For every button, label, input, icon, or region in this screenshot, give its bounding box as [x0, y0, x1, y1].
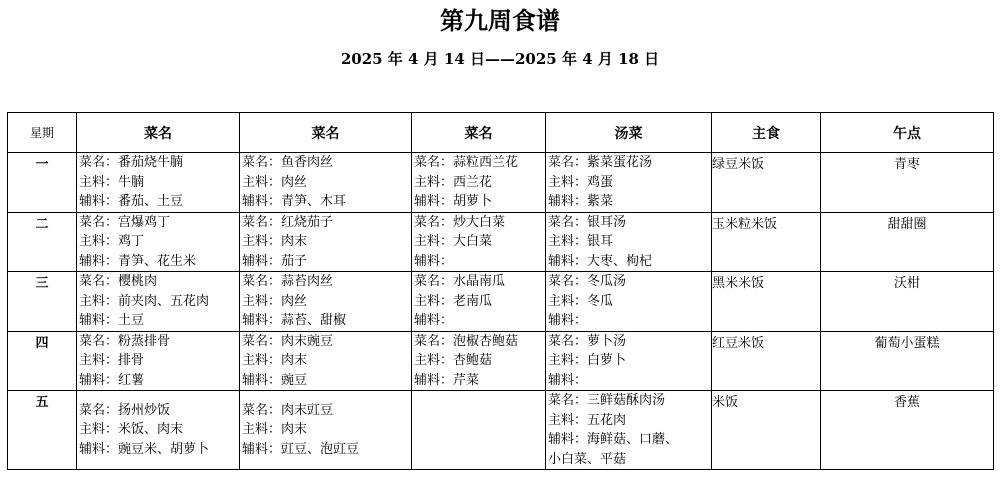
- table-row: [8, 272, 994, 332]
- dish-name: 菜名：樱桃肉: [79, 274, 158, 289]
- dish-cell: [240, 331, 412, 391]
- dish-cell: [240, 153, 412, 213]
- soup-name: 菜名：萝卜汤: [548, 333, 627, 349]
- side-ingredient: 辅料：紫菜: [548, 194, 614, 209]
- dish-cell: [77, 212, 240, 272]
- snack-cell: 青枣: [821, 153, 994, 213]
- header-snack: 午点: [821, 113, 994, 153]
- header-dish-2: 菜名: [240, 113, 412, 153]
- dish-name: 菜名：扬州炒饭: [79, 402, 171, 418]
- soup-cell: [546, 331, 712, 391]
- header-weekday: 星期: [8, 113, 77, 153]
- dish-name: 菜名：粉蒸排骨: [79, 333, 171, 349]
- side-ingredient-continued: 小白菜、平菇: [548, 451, 627, 467]
- side-ingredient: 辅料：: [414, 313, 454, 328]
- side-ingredient: 辅料：红薯: [79, 372, 145, 388]
- dish-name: 菜名：宫爆鸡丁: [79, 214, 171, 230]
- staple-cell: 黑米米饭: [712, 272, 821, 332]
- side-ingredient: 辅料：: [548, 313, 588, 328]
- dish-cell-empty: [412, 391, 546, 470]
- dish-cell: [240, 391, 412, 470]
- dish-cell: [412, 212, 546, 272]
- soup-cell: [546, 272, 712, 332]
- main-ingredient: 主料：杏鲍菇: [414, 353, 493, 368]
- main-ingredient: 主料：排骨: [79, 353, 145, 368]
- side-ingredient: 辅料：茄子: [242, 253, 308, 269]
- date-range: 2025 年 4 月 14 日——2025 年 4 月 18 日: [340, 50, 660, 68]
- main-ingredient: 主料：大白菜: [414, 234, 493, 249]
- dish-name: 菜名：红烧茄子: [242, 214, 334, 230]
- dish-name: 菜名：肉末豇豆: [242, 402, 334, 418]
- header-staple: 主食: [712, 113, 821, 153]
- main-ingredient: 主料：肉末: [242, 234, 308, 249]
- table-row: [8, 212, 994, 272]
- side-ingredient: 辅料：土豆: [79, 313, 145, 328]
- main-ingredient: 主料：西兰花: [414, 174, 493, 190]
- dish-name: 菜名：泡椒杏鲍菇: [414, 333, 519, 349]
- side-ingredient: 辅料：蒜苔、甜椒: [242, 313, 347, 328]
- snack-cell: 沃柑: [821, 272, 994, 332]
- dish-cell: [240, 272, 412, 332]
- soup-cell: [546, 391, 712, 470]
- page-title: 第九周食谱: [440, 6, 560, 35]
- dish-name: 菜名：蒜苔肉丝: [242, 274, 334, 289]
- weekday-cell: 三: [8, 272, 77, 332]
- dish-name: 菜名：炒大白菜: [414, 214, 506, 230]
- header-row: [8, 113, 994, 153]
- snack-cell: 香蕉: [821, 391, 994, 470]
- side-ingredient: 辅料：海鲜菇、口蘑、: [548, 432, 679, 447]
- weekday-cell: 一: [8, 153, 77, 213]
- weekday-cell: 五: [8, 391, 77, 470]
- table-row: [8, 391, 994, 470]
- main-ingredient: 主料：老南瓜: [414, 293, 493, 309]
- dish-cell: [77, 272, 240, 332]
- weekday-cell: 四: [8, 331, 77, 391]
- side-ingredient: 辅料：豌豆米、胡萝卜: [79, 441, 210, 457]
- soup-name: 菜名：冬瓜汤: [548, 274, 627, 289]
- main-ingredient: 主料：肉丝: [242, 174, 308, 190]
- staple-cell: 米饭: [712, 391, 821, 470]
- dish-cell: [77, 153, 240, 213]
- side-ingredient: 辅料：: [414, 253, 454, 269]
- header-dish-1: 菜名: [77, 113, 240, 153]
- dish-name: 菜名：鱼香肉丝: [242, 155, 334, 170]
- dish-cell: [77, 391, 240, 470]
- table-row: [8, 153, 994, 213]
- dish-cell: [77, 331, 240, 391]
- main-ingredient: 主料：米饭、肉末: [79, 422, 184, 438]
- staple-cell: 绿豆米饭: [712, 153, 821, 213]
- side-ingredient: 辅料：豌豆: [242, 372, 308, 388]
- main-ingredient: 主料：肉末: [242, 422, 308, 438]
- side-ingredient: 辅料：豇豆、泡豇豆: [242, 441, 360, 457]
- soup-cell: [546, 153, 712, 213]
- side-ingredient: 辅料：番茄、土豆: [79, 194, 184, 209]
- dish-name: 菜名：蒜粒西兰花: [414, 155, 519, 170]
- dish-cell: [412, 153, 546, 213]
- dish-cell: [412, 331, 546, 391]
- main-ingredient: 主料：牛腩: [79, 174, 145, 190]
- staple-cell: 玉米粒米饭: [712, 212, 821, 272]
- soup-cell: [546, 212, 712, 272]
- header-dish-3: 菜名: [412, 113, 546, 153]
- main-ingredient: 主料：鸡蛋: [548, 174, 614, 190]
- side-ingredient: 辅料：胡萝卜: [414, 194, 493, 209]
- main-ingredient: 主料：前夹肉、五花肉: [79, 293, 210, 309]
- soup-name: 菜名：银耳汤: [548, 214, 627, 230]
- dish-name: 菜名：肉末豌豆: [242, 333, 334, 349]
- side-ingredient: 辅料：芹菜: [414, 372, 480, 388]
- main-ingredient: 主料：肉末: [242, 353, 308, 368]
- main-ingredient: 主料：鸡丁: [79, 234, 145, 249]
- main-ingredient: 主料：五花肉: [548, 412, 627, 428]
- weekday-cell: 二: [8, 212, 77, 272]
- main-ingredient: 主料：肉丝: [242, 293, 308, 309]
- soup-name: 菜名：三鲜菇酥肉汤: [548, 393, 666, 408]
- side-ingredient: 辅料：: [548, 372, 588, 388]
- dish-name: 菜名：水晶南瓜: [414, 274, 506, 289]
- side-ingredient: 辅料：青笋、木耳: [242, 194, 347, 209]
- soup-name: 菜名：紫菜蛋花汤: [548, 155, 653, 170]
- dish-cell: [412, 272, 546, 332]
- main-ingredient: 主料：银耳: [548, 234, 614, 249]
- header-soup: 汤菜: [546, 113, 712, 153]
- table-row: [8, 331, 994, 391]
- weekly-menu-table: [7, 112, 994, 470]
- side-ingredient: 辅料：大枣、枸杞: [548, 253, 653, 269]
- dish-cell: [240, 212, 412, 272]
- snack-cell: 葡萄小蛋糕: [821, 331, 994, 391]
- snack-cell: 甜甜圈: [821, 212, 994, 272]
- main-ingredient: 主料：白萝卜: [548, 353, 627, 368]
- staple-cell: 红豆米饭: [712, 331, 821, 391]
- main-ingredient: 主料：冬瓜: [548, 293, 614, 309]
- dish-name: 菜名：番茄烧牛腩: [79, 155, 184, 170]
- side-ingredient: 辅料：青笋、花生米: [79, 253, 197, 269]
